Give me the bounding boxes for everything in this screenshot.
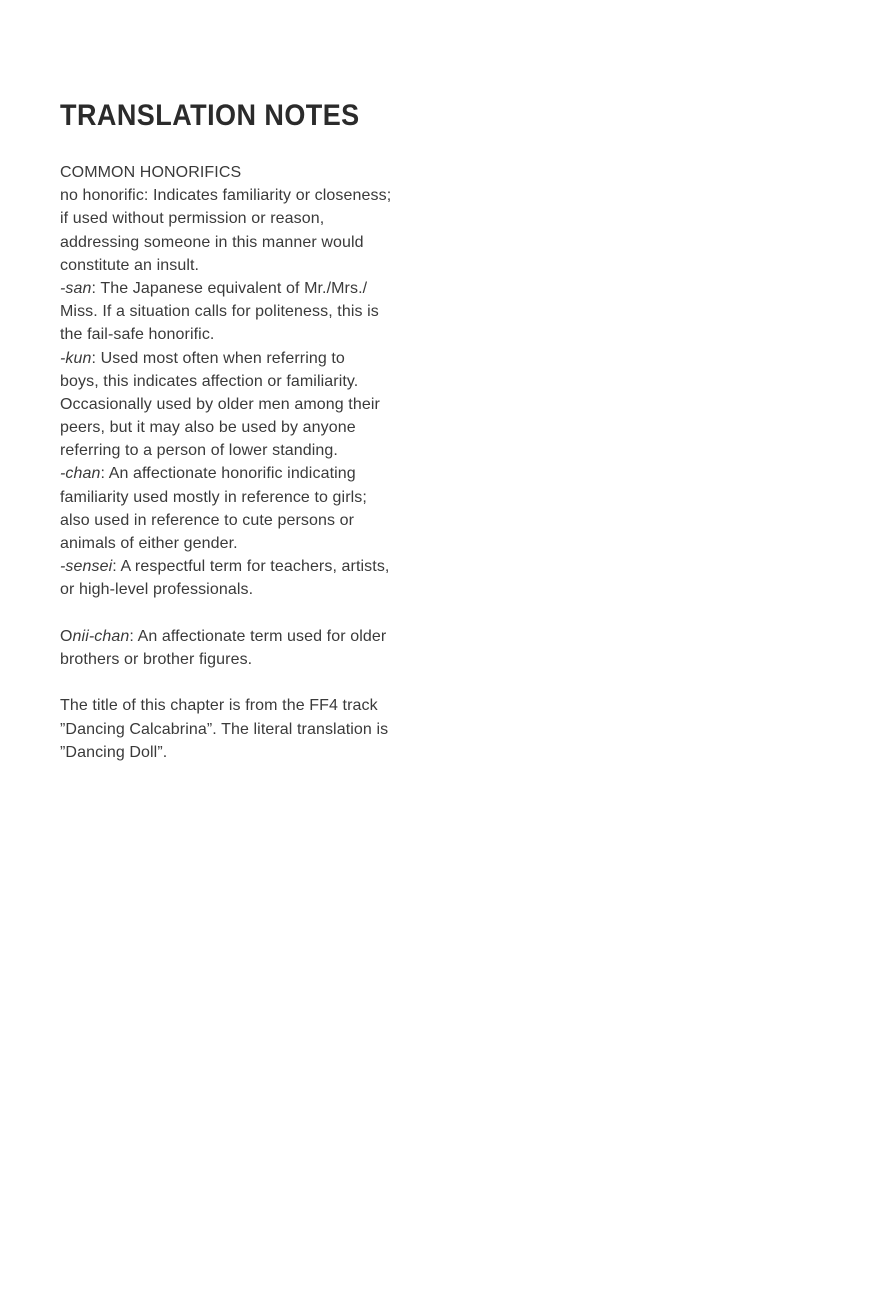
text-line: [60, 509, 460, 532]
text-line: [60, 184, 460, 207]
text-line: [60, 254, 460, 277]
text-line: [60, 532, 460, 555]
line-text: : A respectful term for teachers, artists,: [112, 558, 390, 576]
text-line: [60, 231, 460, 254]
text-line: [60, 555, 460, 578]
text-line: [60, 462, 460, 485]
line-text: no honorific: Indicates familiarity or closeness;: [60, 187, 392, 205]
notes-body: [60, 161, 460, 764]
line-text: : Used most often when referring to: [91, 349, 345, 367]
line-text: Miss. If a situation calls for politeness, this is: [60, 303, 379, 321]
line-text: referring to a person of lower standing.: [60, 442, 338, 460]
text-line: [60, 578, 460, 601]
line-text: O: [60, 627, 73, 645]
text-line: [60, 347, 460, 370]
text-line: [60, 625, 460, 648]
text-column: [60, 98, 460, 764]
text-line: [60, 393, 460, 416]
section-heading: COMMON HONORIFICS: [60, 164, 242, 181]
text-line: [60, 439, 460, 462]
line-text: familiarity used mostly in reference to girls;: [60, 488, 367, 506]
text-line: [60, 323, 460, 346]
line-text: also used in reference to cute persons or: [60, 511, 355, 529]
line-text: boys, this indicates affection or familiarity.: [60, 372, 359, 390]
line-text: or high-level professionals.: [60, 581, 254, 599]
line-text: the fail-safe honorific.: [60, 326, 215, 344]
honorific-term: -sensei: [60, 558, 113, 576]
honorific-term: nii-chan: [72, 627, 130, 645]
text-line: [60, 416, 460, 439]
honorific-term: -chan: [60, 465, 101, 483]
text-line: [60, 648, 460, 671]
line-text: ”Dancing Doll”.: [60, 743, 168, 761]
page-title: TRANSLATION NOTES: [60, 99, 360, 132]
honorific-term: -san: [60, 279, 92, 297]
line-text: : An affectionate term used for older: [129, 627, 387, 645]
line-text: Occasionally used by older men among their: [60, 395, 380, 413]
text-line: [60, 277, 460, 300]
line-text: : An affectionate honorific indicating: [100, 465, 356, 483]
line-text: if used without permission or reason,: [60, 210, 325, 228]
line-text: animals of either gender.: [60, 535, 238, 552]
text-line: [60, 370, 460, 393]
line-text: addressing someone in this manner would: [60, 233, 364, 251]
honorific-term: -kun: [60, 349, 92, 367]
text-line: [60, 486, 460, 509]
line-text: The title of this chapter is from the FF4 track: [60, 697, 378, 715]
text-line: [60, 741, 460, 764]
text-line: [60, 300, 460, 323]
line-text: peers, but it may also be used by anyone: [60, 419, 356, 437]
line-text: brothers or brother figures.: [60, 650, 253, 668]
line-text: : The Japanese equivalent of Mr./Mrs./: [91, 279, 368, 297]
line-text: constitute an insult.: [60, 256, 200, 274]
text-line: [60, 207, 460, 230]
text-line: [60, 718, 460, 741]
text-line: [60, 694, 460, 717]
line-text: ”Dancing Calcabrina”. The literal translation is: [60, 720, 389, 738]
